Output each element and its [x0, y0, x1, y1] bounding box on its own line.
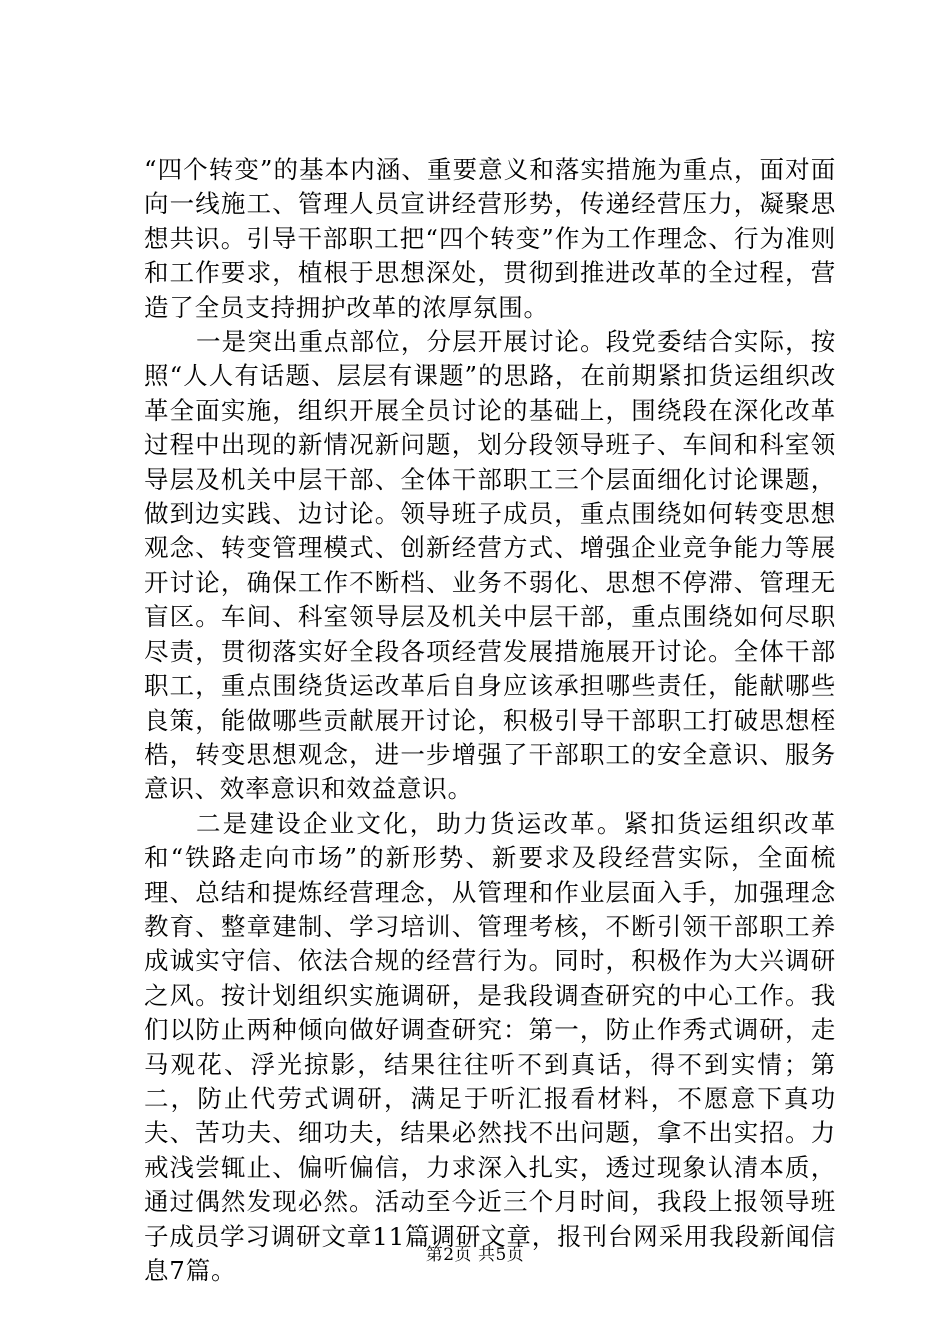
- page-number-footer: 第2页 共5页: [425, 1245, 525, 1265]
- paragraph-continuation: “四个转变”的基本内涵、重要意义和落实措施为重点，面对面向一线施工、管理人员宣讲经营形势，传递经营压力，凝聚思想共识。引导干部职工把“四个转变”作为工作理念、行为准则和工作要求，植根于思想深处，贯彻到推进改革的全过程，营造了全员支持拥护改革的浓厚氛围。: [144, 155, 836, 322]
- document-body: [144, 153, 836, 1288]
- paragraph-discussion: 一是突出重点部位，分层开展讨论。段党委结合实际，按照“人人有话题、层层有课题”的思路，在前期紧扣货运组织改革全面实施，组织开展全员讨论的基础上，围绕段在深化改革过程中出现的新情况新问题，划分段领导班子、车间和科室领导层及机关中层干部、全体干部职工三个层面细化讨论课题，做到边实践、边讨论。领导班子成员，重点围绕如何转变思想观念、转变管理模式、创新经营方式、增强企业竞争能力等展开讨论，确保工作不断档、业务不弱化、思想不停滞、管理无盲区。车间、科室领导层及机关中层干部，重点围绕如何尽职尽责，贯彻落实好全段各项经营发展措施展开讨论。全体干部职工，重点围绕货运改革后自身应该承担哪些责任，能献哪些良策，能做哪些贡献展开讨论，积极引导干部职工打破思想桎梏，转变思想观念，进一步增强了干部职工的安全意识、服务意识、效率意识和效益意识。: [144, 327, 836, 804]
- paragraph-culture: 二是建设企业文化，助力货运改革。紧扣货运组织改革和“铁路走向市场”的新形势、新要求及段经营实际，全面梳理、总结和提炼经营理念，从管理和作业层面入手，加强理念教育、整章建制、学习培训、管理考核，不断引领干部职工养成诚实守信、依法合规的经营行为。同时，积极作为大兴调研之风。按计划组织实施调研，是我段调查研究的中心工作。我们以防止两种倾向做好调查研究：第一，防止作秀式调研，走马观花、浮光掠影，结果往往听不到真话，得不到实情；第二，防止代劳式调研，满足于听汇报看材料，不愿意下真功夫、苦功夫、细功夫，结果必然找不出问题，拿不出实招。力戒浅尝辄止、偏听偏信，力求深入扎实，透过现象认清本质，通过偶然发现必然。活动至今近三个月时间，我段上报领导班子成员学习调研文章11篇调研文章，报刊台网采用我段新闻信息7篇。: [144, 808, 836, 1285]
